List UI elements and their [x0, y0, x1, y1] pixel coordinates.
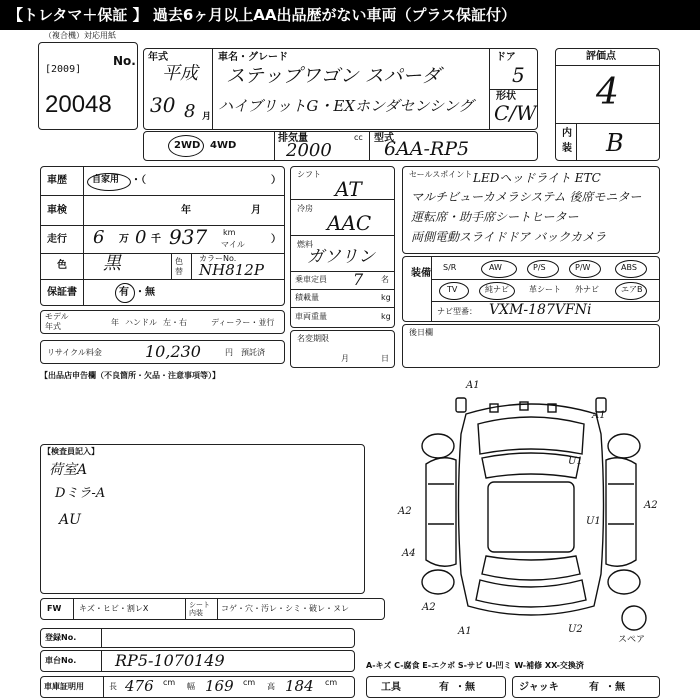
- fw-label: FW: [47, 604, 62, 613]
- tools-label: 工具: [381, 682, 401, 693]
- capacity-value: 7: [353, 270, 364, 289]
- lot-label: No.: [113, 54, 136, 68]
- mark-u1-hood: U1: [568, 456, 583, 467]
- model-label: 型式: [374, 133, 394, 144]
- equip-navi: 純ナビ: [485, 285, 509, 294]
- navi-model: VXM-187VFNi: [489, 302, 592, 318]
- inspector-label: 【検査員記入】: [43, 447, 99, 456]
- cert-height-unit: cm: [325, 678, 338, 687]
- spare-label: スペア: [618, 635, 646, 644]
- equip-pw: P/W: [575, 263, 591, 272]
- model-year-year: 年: [111, 318, 119, 327]
- color-label: 色: [57, 260, 67, 271]
- jack-label: ジャッキ: [519, 682, 559, 693]
- vehicle-block: [143, 48, 538, 130]
- selling-points-box: [402, 166, 660, 254]
- header-banner: 【トレタマ＋保証 】 過去6ヶ月以上AA出品歴がない車両（プラス保証付）: [0, 0, 700, 30]
- cert-width-unit: cm: [243, 678, 256, 687]
- reg-change-month: 月: [341, 354, 349, 363]
- fw-items: キズ・ヒビ・割レX: [79, 604, 149, 613]
- cert-width-label: 幅: [187, 682, 195, 691]
- inspector-line-3: AU: [59, 512, 81, 528]
- reg-change-label: 名変期限: [297, 334, 329, 343]
- navi-model-label: ナビ型番：: [437, 307, 477, 316]
- model-value: 6AA-RP5: [384, 138, 470, 160]
- jack-no: ・無: [605, 682, 625, 693]
- shift-value: AT: [335, 177, 362, 201]
- equip-aw: AW: [489, 263, 502, 272]
- mark-u1-right: U1: [586, 516, 601, 527]
- inspection-month: 月: [251, 205, 261, 216]
- door-label: ドア: [496, 52, 516, 63]
- cert-length-label: 長: [109, 682, 117, 691]
- color-code: NH812P: [199, 261, 264, 279]
- chassis-row: [40, 650, 355, 672]
- inspector-line-1: 荷室A: [49, 462, 88, 478]
- color-value: 黒: [103, 253, 121, 274]
- equipment-box: [402, 256, 660, 322]
- interior-label-1: 内: [562, 128, 572, 139]
- history-close: ）: [271, 175, 281, 186]
- recycle-row: [40, 340, 285, 364]
- mileage-man: 6: [93, 227, 105, 248]
- model-year-label-2: 年式: [45, 322, 61, 331]
- model-year-handle: ハンドル: [125, 318, 157, 327]
- year-label: 年式: [148, 52, 168, 63]
- cert-height-label: 高: [267, 682, 275, 691]
- chassis-value: RP5-1070149: [115, 651, 225, 670]
- color-code-label: カラーNo.: [199, 254, 237, 263]
- weight-unit: kg: [381, 312, 391, 321]
- shape-label: 形状: [496, 91, 516, 102]
- equip-ps: P/S: [533, 263, 546, 272]
- interior-value: B: [606, 129, 624, 157]
- cert-row: [40, 676, 355, 698]
- recycle-unit: 円: [225, 348, 233, 357]
- car-name-label: 車名・グレード: [218, 52, 288, 63]
- recycle-value: 10,230: [145, 342, 201, 361]
- warranty-label: 保証書: [47, 287, 77, 298]
- engine-row: [143, 131, 538, 161]
- cert-height: 184: [285, 677, 314, 695]
- door-value: 5: [512, 63, 525, 87]
- equip-sr: S/R: [443, 263, 457, 272]
- mileage-close: ）: [271, 234, 281, 245]
- chassis-label: 車台No.: [45, 656, 77, 665]
- history-value: 自家用: [92, 175, 120, 185]
- mark-a2-left: A2: [398, 506, 412, 517]
- mark-a1-front: A1: [466, 380, 480, 391]
- cert-length: 476: [125, 677, 154, 695]
- history-suffix: ・（: [131, 175, 146, 186]
- interior-label-2: 装: [562, 143, 572, 154]
- mark-a2-rear: A2: [422, 602, 436, 613]
- selling-point-3: 運転席・助手席シートヒーター: [411, 210, 579, 224]
- drive-4wd: 4WD: [210, 140, 237, 151]
- ac-value: AAC: [327, 211, 372, 235]
- equip-ext-navi: 外ナビ: [575, 285, 599, 294]
- selling-point-2: マルチビューカメラシステム 後席モニター: [411, 190, 642, 204]
- capacity-unit: 名: [381, 275, 389, 284]
- damage-legend: A-キズ C-腐食 E-エクボ S-サビ U-凹ミ W-補修 XX-交換済: [366, 661, 584, 670]
- inspector-line-2: Dミラ-A: [55, 486, 106, 501]
- car-damage-diagram: [396, 374, 666, 644]
- recycle-label: リサイクル料金: [47, 348, 102, 357]
- load-unit: kg: [381, 293, 391, 302]
- score-label: 評価点: [586, 51, 616, 62]
- tools-no: ・無: [455, 682, 475, 693]
- score-value: 4: [596, 72, 619, 113]
- equip-tv: TV: [447, 285, 458, 294]
- warranty-no: ・無: [135, 287, 155, 298]
- cert-width: 169: [205, 677, 234, 695]
- year-month-unit: 月: [202, 112, 212, 122]
- equip-leather: 革シート: [529, 285, 561, 294]
- lot-box: [38, 42, 138, 130]
- mileage-km: km: [223, 228, 236, 237]
- mileage-sen-unit: 千: [151, 234, 161, 245]
- weight-label: 車両重量: [295, 312, 327, 321]
- tools-yes: 有: [439, 682, 449, 693]
- model-year-row: [40, 310, 285, 334]
- mileage-man-unit: 万: [119, 234, 129, 245]
- mileage-mile: マイル: [221, 240, 245, 249]
- recycle-note: 預託済: [241, 348, 265, 357]
- car-name: ステップワゴン スパーダ: [226, 65, 441, 87]
- jack-box: [512, 676, 660, 698]
- notes-box: [402, 324, 660, 368]
- displacement-value: 2000: [286, 140, 332, 161]
- mileage-label: 走行: [47, 234, 67, 245]
- mark-a2-right: A2: [644, 500, 658, 511]
- capacity-label: 乗車定員: [295, 275, 327, 284]
- model-year-handle-opts: 左・右: [163, 318, 187, 327]
- year-month: 8: [184, 101, 196, 122]
- score-box: [555, 48, 660, 161]
- year-era: 平成: [162, 63, 198, 84]
- sub-note: （複合機）対応用紙: [44, 31, 116, 40]
- model-year-dealer: ディーラー・並行: [211, 318, 275, 327]
- mark-a1-mirror: A1: [592, 410, 606, 421]
- year-value: 30: [150, 93, 176, 117]
- mark-a4: A4: [402, 548, 416, 559]
- equipment-label-1: 装備: [411, 268, 431, 279]
- details-left: [40, 166, 285, 306]
- displacement-unit: cc: [354, 133, 363, 142]
- equip-airbag: エアB: [621, 285, 643, 294]
- color-change-label: 色替: [175, 257, 183, 276]
- lot-number: 20048: [45, 91, 112, 118]
- mark-u2: U2: [568, 624, 583, 635]
- seat-label: シート内装: [189, 601, 210, 617]
- mileage-rest: 937: [169, 225, 208, 249]
- displacement-label: 排気量: [278, 133, 308, 144]
- inspection-year: 年: [181, 205, 191, 216]
- mileage-sen: 0: [135, 227, 147, 248]
- model-year-label-1: モデル: [45, 312, 69, 321]
- notes-label: 後日欄: [409, 328, 433, 337]
- registration-label: 登録No.: [45, 633, 77, 642]
- cert-label: 車庫証明用: [44, 682, 84, 691]
- registration-row: [40, 628, 355, 648]
- selling-point-1: LEDヘッドライト ETC: [473, 171, 601, 185]
- warranty-yes: 有: [119, 287, 129, 298]
- seat-items: コゲ・穴・汚レ・シミ・破レ・ヌレ: [221, 604, 349, 613]
- shop-notice: 【出品店申告欄（不良箇所・欠品・注意事項等）】: [40, 371, 220, 380]
- details-middle: [290, 166, 395, 328]
- drive-2wd: 2WD: [174, 140, 201, 151]
- shape-value: C/W: [494, 101, 537, 125]
- tools-box: [366, 676, 506, 698]
- selling-point-4: 両側電動スライドドア バックカメラ: [411, 230, 607, 244]
- fuel-label: 燃料: [297, 240, 313, 249]
- load-label: 積載量: [295, 293, 319, 302]
- cert-length-unit: cm: [163, 678, 176, 687]
- equip-abs: ABS: [621, 263, 637, 272]
- reg-change-box: [290, 330, 395, 368]
- fw-row: [40, 598, 385, 620]
- car-grade: ハイブリットG・EXホンダセンシング: [218, 97, 474, 115]
- selling-points-label: セールスポイント: [409, 170, 473, 179]
- inspector-box: [40, 444, 365, 594]
- shift-label: シフト: [297, 170, 321, 179]
- fuel-value: ガソリン: [307, 247, 375, 267]
- ac-label: 冷房: [297, 204, 313, 213]
- inspection-label: 車検: [47, 205, 67, 216]
- mark-a1-rear: A1: [458, 626, 472, 637]
- history-label: 車歴: [47, 175, 67, 186]
- jack-yes: 有: [589, 682, 599, 693]
- lot-year-tag: [2009]: [45, 64, 82, 75]
- reg-change-day: 日: [381, 354, 389, 363]
